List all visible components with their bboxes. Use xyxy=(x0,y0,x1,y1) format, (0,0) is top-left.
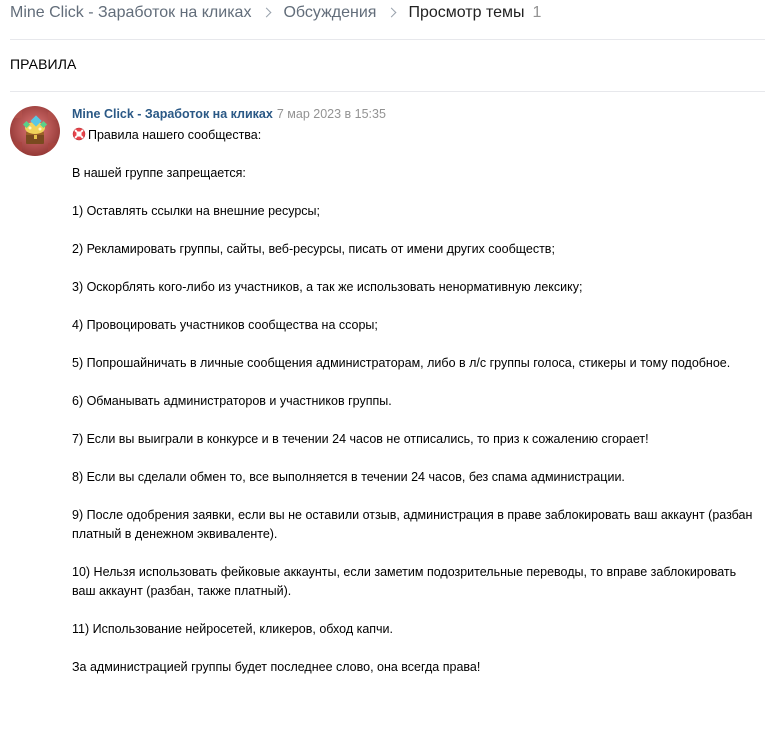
avatar-image xyxy=(10,106,60,156)
rule-item: 5) Попрошайничать в личные сообщения администраторам, либо в л/с группы голоса, стикеры и тому подобное. xyxy=(72,356,731,370)
header-divider xyxy=(10,39,765,40)
breadcrumb-current: Просмотр темы xyxy=(408,4,525,21)
post-body xyxy=(72,126,762,677)
forbidden-heading: В нашей группе запрещается: xyxy=(72,166,246,180)
post-author-link[interactable]: Mine Click - Заработок на кликах xyxy=(72,107,273,121)
post-intro-line xyxy=(72,126,762,145)
avatar[interactable] xyxy=(10,106,60,156)
post-date-link[interactable]: 7 мар 2023 в 15:35 xyxy=(276,107,386,121)
topic-title: ПРАВИЛА xyxy=(10,56,77,72)
breadcrumb-discussions-link[interactable]: Обсуждения xyxy=(283,4,377,21)
rule-item: 9) После одобрения заявки, если вы не оставили отзыв, администрация в праве заблокировать ваш аккаунт (разбан платный в денежном эквиваленте). xyxy=(72,508,756,541)
rule-item: 4) Провоцировать участников сообщества на ссоры; xyxy=(72,318,378,332)
rule-item: 1) Оставлять ссылки на внешние ресурсы; xyxy=(72,204,321,218)
post-intro: Правила нашего сообщества: xyxy=(88,128,262,142)
breadcrumb-group-link[interactable]: Mine Click - Заработок на кликах xyxy=(10,4,252,21)
chevron-right-icon xyxy=(263,6,272,20)
breadcrumb xyxy=(10,3,541,23)
rule-item: 6) Обманывать администраторов и участников группы. xyxy=(72,394,392,408)
rule-item: 11) Использование нейросетей, кликеров, обход капчи. xyxy=(72,622,394,636)
breadcrumb-count: 1 xyxy=(532,4,542,21)
rule-item: 8) Если вы сделали обмен то, все выполняется в течении 24 часов, без спама администрации. xyxy=(72,470,625,484)
rule-item: 7) Если вы выиграли в конкурсе и в течении 24 часов не отписались, то приз к сожалению сгорает! xyxy=(72,432,649,446)
rule-item: 2) Рекламировать группы, сайты, веб-ресурсы, писать от имени других сообществ; xyxy=(72,242,555,256)
lifebuoy-icon xyxy=(72,127,86,141)
chevron-right-icon xyxy=(388,6,397,20)
title-divider xyxy=(10,91,765,92)
post-closing: За администрацией группы будет последнее слово, она всегда права! xyxy=(72,660,481,674)
rule-item: 10) Нельзя использовать фейковые аккаунты, если заметим подозрительные переводы, то вправе заблокировать ваш аккаунт (разбан, также платный). xyxy=(72,565,740,598)
post-header xyxy=(72,107,386,121)
rule-item: 3) Оскорблять кого-либо из участников, а так же использовать ненормативную лексику; xyxy=(72,280,583,294)
